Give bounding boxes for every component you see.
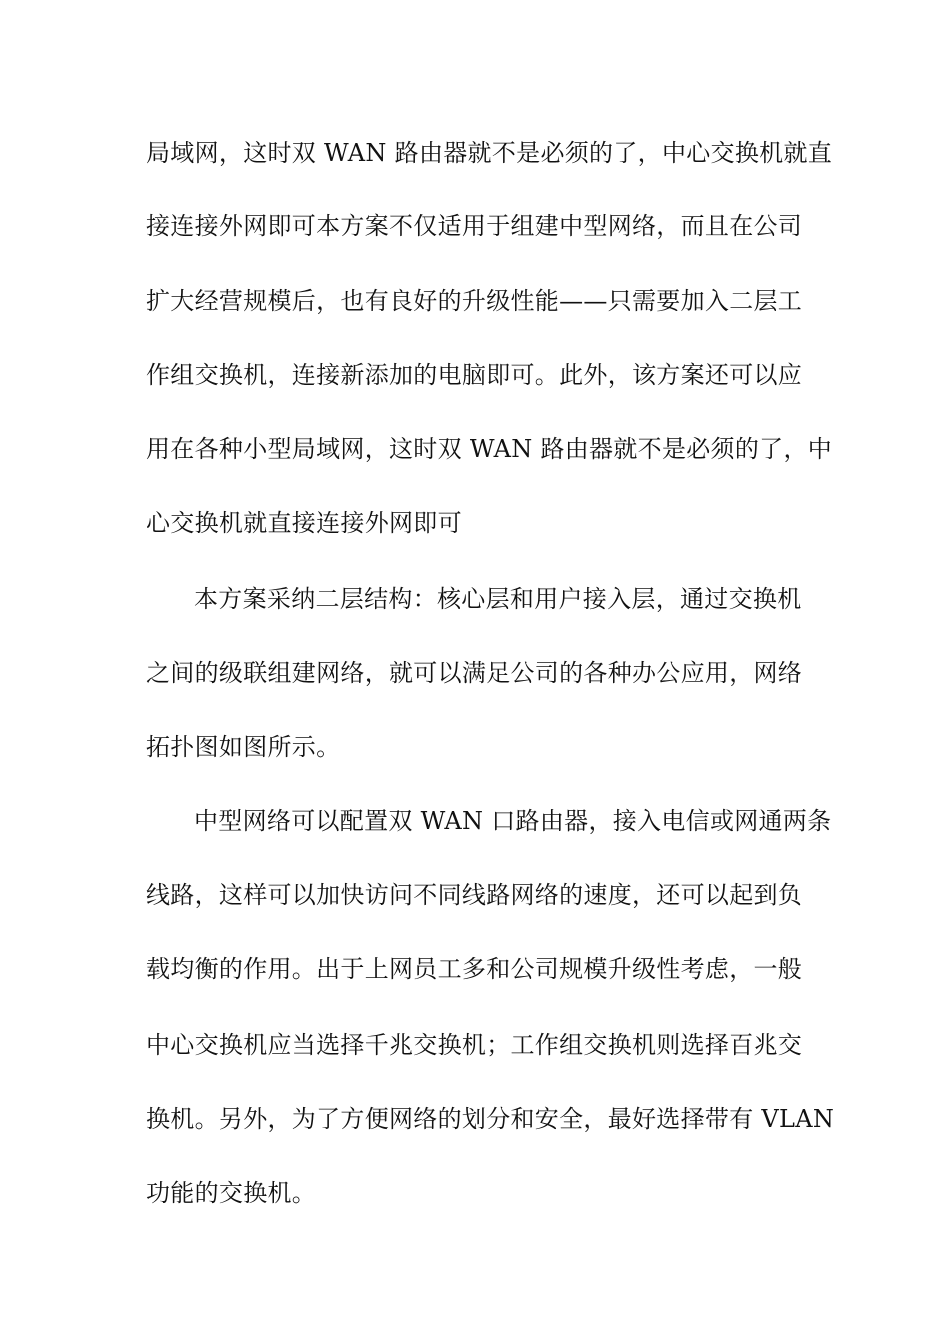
paragraph-first-line: 本方案采纳二层结构：核心层和用户接入层，通过交换机 <box>194 585 802 613</box>
text-line: 拓扑图如图所示。 <box>146 733 341 761</box>
text-line: 载均衡的作用。出于上网员工多和公司规模升级性考虑，一般 <box>146 955 803 983</box>
text-line: 扩大经营规模后，也有良好的升级性能——只需要加入二层工 <box>146 287 803 315</box>
text-line: 接连接外网即可本方案不仅适用于组建中型网络，而且在公司 <box>146 212 803 240</box>
text-line: 线路，这样可以加快访问不同线路网络的速度，还可以起到负 <box>146 881 803 909</box>
text-line: 作组交换机，连接新添加的电脑即可。此外，该方案还可以应 <box>146 361 803 389</box>
text-line: 用在各种小型局域网，这时双 WAN 路由器就不是必须的了，中 <box>146 435 833 463</box>
text-line: 之间的级联组建网络，就可以满足公司的各种办公应用，网络 <box>146 659 803 687</box>
text-line: 心交换机就直接连接外网即可 <box>146 509 462 537</box>
paragraph-first-line: 中型网络可以配置双 WAN 口路由器，接入电信或网通两条 <box>194 807 832 835</box>
text-line: 中心交换机应当选择千兆交换机；工作组交换机则选择百兆交 <box>146 1031 803 1059</box>
text-line: 功能的交换机。 <box>146 1179 317 1207</box>
text-line: 换机。另外，为了方便网络的划分和安全，最好选择带有 VLAN <box>146 1105 835 1133</box>
text-line: 局域网，这时双 WAN 路由器就不是必须的了，中心交换机就直 <box>146 139 833 167</box>
